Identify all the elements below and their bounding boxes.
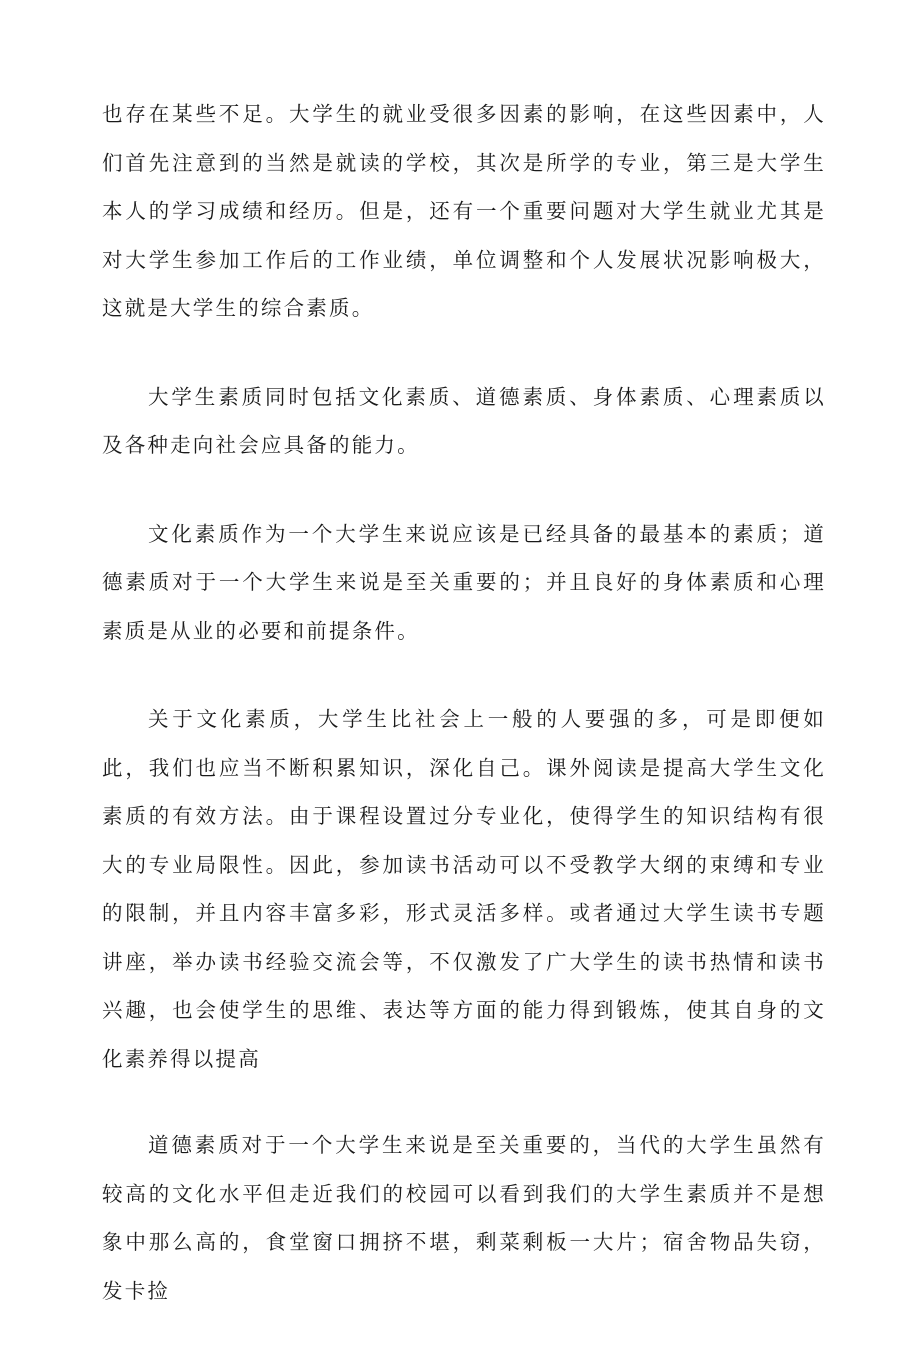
paragraph-3: 文化素质作为一个大学生来说应该是已经具备的最基本的素质；道德素质对于一个大学生来说是至关重要的；并且良好的身体素质和心理素质是从业的必要和前提条件。	[102, 521, 826, 643]
paragraph-spacer	[102, 470, 826, 510]
paragraph-1: 也存在某些不足。大学生的就业受很多因素的影响，在这些因素中，人们首先注意到的当然是就读的学校，其次是所学的专业，第三是大学生本人的学习成绩和经历。但是，还有一个重要问题对大学生就业尤其是对大学生参加工作后的工作业绩，单位调整和个人发展状况影响极大，这就是大学生的综合素质。	[102, 102, 826, 320]
paragraph-5: 道德素质对于一个大学生来说是至关重要的，当代的大学生虽然有较高的文化水平但走近我们的校园可以看到我们的大学生素质并不是想象中那么高的，食堂窗口拥挤不堪，剩菜剩板一大片；宿舍物品失窃，发卡捡	[102, 1133, 826, 1303]
paragraph-spacer	[102, 1083, 826, 1121]
paragraph-spacer	[102, 333, 826, 373]
paragraph-2: 大学生素质同时包括文化素质、道德素质、身体素质、心理素质以及各种走向社会应具备的能力。	[102, 384, 826, 457]
paragraph-4: 关于文化素质，大学生比社会上一般的人要强的多，可是即便如此，我们也应当不断积累知识，深化自己。课外阅读是提高大学生文化素质的有效方法。由于课程设置过分专业化，使得学生的知识结构有很大的专业局限性。因此，参加读书活动可以不受教学大纲的束缚和专业的限制，并且内容丰富多彩，形式灵活多样。或者通过大学生读书专题讲座，举办读书经验交流会等，不仅激发了广大学生的读书热情和读书兴趣，也会使学生的思维、表达等方面的能力得到锻炼，使其自身的文化素养得以提高	[102, 707, 826, 1071]
paragraph-spacer	[102, 655, 826, 695]
document-page	[102, 90, 826, 1315]
